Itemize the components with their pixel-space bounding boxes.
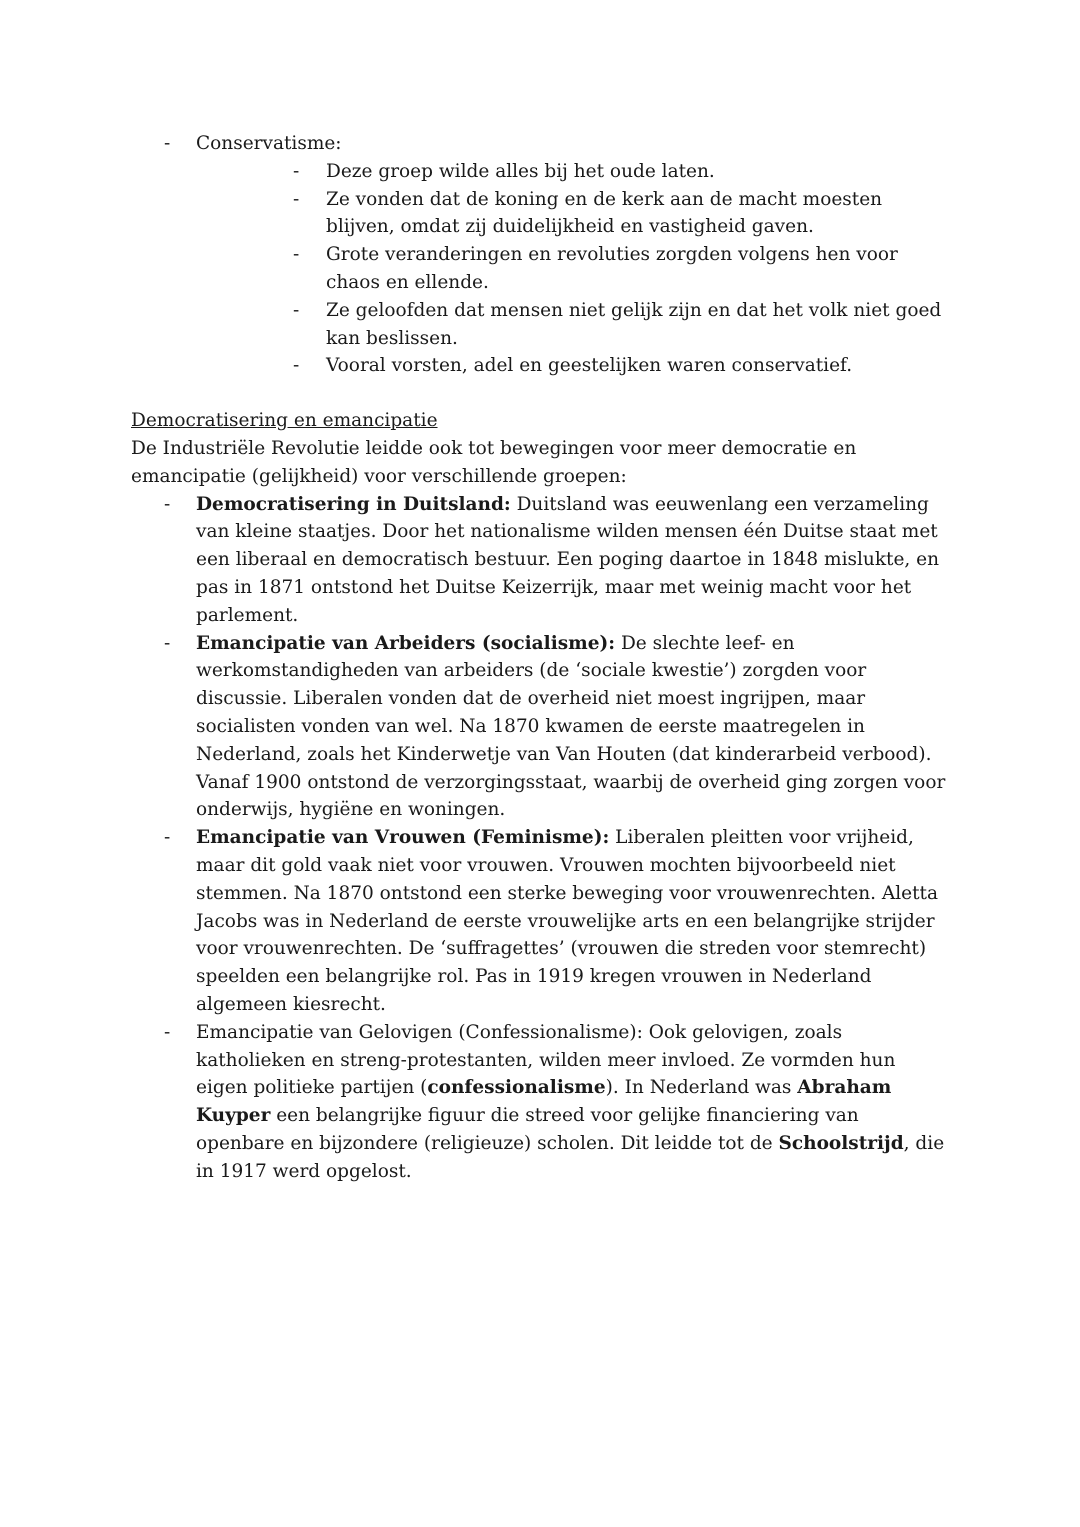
section-heading: Democratisering en emancipatie bbox=[131, 410, 438, 432]
conservatism-title: Conservatisme: bbox=[196, 133, 342, 154]
item-bold-term: Schoolstrijd bbox=[778, 1132, 904, 1154]
emancipation-list bbox=[131, 491, 946, 1186]
conservatism-points bbox=[196, 158, 946, 380]
list-item: - Ze vonden dat de koning en de kerk aan de macht moesten blijven, omdat zij duidelijkheid en vastigheid gaven. bbox=[196, 186, 946, 242]
item-text: Liberalen pleitten voor vrijheid, maar dit gold vaak niet voor vrouwen. Vrouwen mochten bijvoorbeeld niet stemmen. Na 1870 ontstond een sterke beweging voor vrouwenrechten. Aletta Jacobs was in Nederland de eerste vrouwelijke arts en een belangrijke strijder voor vrouwenrechten. De ‘suffragettes’ (vrouwen die streden voor stemrecht) speelden een belangrijke rol. Pas in 1919 kregen vrouwen in Nederland algemeen kiesrecht. bbox=[196, 827, 939, 1015]
item-bold-term: Abraham Kuyper bbox=[196, 1077, 892, 1127]
section-intro: De Industriële Revolutie leidde ook tot bewegingen voor meer democratie en emancipatie (gelijkheid) voor verschillende groepen: bbox=[131, 437, 857, 487]
item-bold-term: confessionalisme bbox=[427, 1077, 606, 1099]
item-label: Democratisering in Duitsland: bbox=[196, 493, 511, 515]
list-item: - Vooral vorsten, adel en geestelijken waren conservatief. bbox=[196, 352, 946, 380]
list-item-duitsland bbox=[131, 491, 946, 630]
item-text: De slechte leef- en werkomstandigheden van arbeiders (de ‘sociale kwestie’) zorgden voor discussie. Liberalen vonden dat de overheid niet moest ingrijpen, maar socialisten vonden van wel. Na 1870 kwamen de eerste maatregelen in Nederland, zoals het Kinderwetje van Van Houten (dat kinderarbeid verbood). Vanaf 1900 ontstond de verzorgingsstaat, waarbij de overheid ging zorgen voor onderwijs, hygiëne en woningen. bbox=[196, 632, 946, 821]
page-content bbox=[131, 130, 946, 1185]
item-text: Duitsland was eeuwenlang een verzameling van kleine staatjes. Door het nationalisme wilden mensen één Duitse staat met een liberaal en democratisch bestuur. Een poging daartoe in 1848 mislukte, en pas in 1871 ontstond het Duitse Keizerrijk, maar met weinig macht voor het parlement. bbox=[196, 493, 940, 626]
list-item: - Deze groep wilde alles bij het oude laten. bbox=[196, 158, 946, 186]
item-label: Emancipatie van Vrouwen (Feminisme): bbox=[196, 827, 610, 849]
item-text: Emancipatie van Gelovigen (Confessionalisme): Ook gelovigen, zoals katholieken en streng-protestanten, wilden meer invloed. Ze vormden hun eigen politieke partijen ( bbox=[196, 1021, 896, 1099]
item-text: , die in 1917 werd opgelost. bbox=[196, 1132, 945, 1182]
item-label: Emancipatie van Arbeiders (socialisme): bbox=[196, 632, 616, 654]
item-text: ). In Nederland was bbox=[605, 1077, 798, 1099]
list-item: - Grote veranderingen en revoluties zorgden volgens hen voor chaos en ellende. bbox=[196, 241, 946, 297]
list-item-arbeiders bbox=[131, 630, 946, 825]
item-text: een belangrijke figuur die streed voor gelijke financiering van openbare en bijzondere (religieuze) scholen. Dit leidde tot de bbox=[196, 1105, 859, 1154]
conservatism-list bbox=[131, 130, 946, 380]
list-item-vrouwen bbox=[131, 824, 946, 1019]
list-item: - Ze geloofden dat mensen niet gelijk zijn en dat het volk niet goed kan beslissen. bbox=[196, 297, 946, 353]
list-item bbox=[131, 130, 946, 380]
list-item-gelovigen bbox=[131, 1019, 946, 1186]
